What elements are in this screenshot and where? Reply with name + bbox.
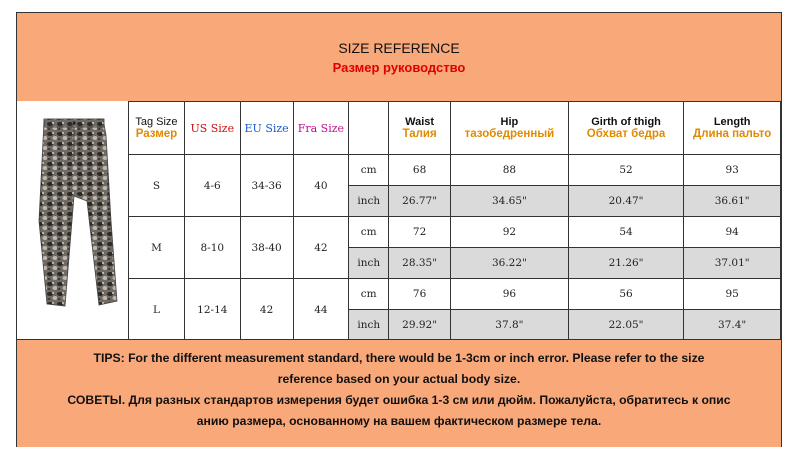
col-hip: Hip тазобедренный [451,102,569,155]
hip-cell: 37.8" [451,310,569,341]
table-row [129,217,781,248]
tag-size-cell: S [129,155,185,217]
unit-cell: cm [349,279,389,310]
eu-size-cell: 38-40 [240,217,293,279]
unit-cell: inch [349,186,389,217]
unit-cell: inch [349,248,389,279]
fra-size-cell: 44 [293,279,349,341]
hip-cell: 34.65" [451,186,569,217]
table-row [129,279,781,310]
size-table [128,101,781,341]
col-unit [349,102,389,155]
tips-en-line2: reference based on your actual body size. [277,372,521,386]
waist-cell: 76 [389,279,451,310]
fra-size-cell: 42 [293,217,349,279]
tag-size-cell: L [129,279,185,341]
col-us-size: US Size [184,102,240,155]
hip-cell: 36.22" [451,248,569,279]
length-cell: 36.61" [684,186,781,217]
length-cell: 95 [684,279,781,310]
table-header-row [129,102,781,155]
unit-cell: inch [349,310,389,341]
size-chart [16,12,782,447]
waist-cell: 68 [389,155,451,186]
header-banner [17,13,781,102]
us-size-cell: 8-10 [184,217,240,279]
waist-cell: 72 [389,217,451,248]
product-photo [17,101,129,339]
length-cell: 94 [684,217,781,248]
thigh-cell: 22.05" [568,310,684,341]
thigh-cell: 52 [568,155,684,186]
waist-cell: 26.77" [389,186,451,217]
hip-cell: 92 [451,217,569,248]
page-subtitle: Размер руководство [332,60,466,75]
hip-cell: 88 [451,155,569,186]
tips-panel [17,339,781,447]
thigh-cell: 21.26" [568,248,684,279]
snake-print-pants-image [17,101,128,339]
hip-cell: 96 [451,279,569,310]
waist-cell: 28.35" [389,248,451,279]
table-row [129,155,781,186]
tag-size-cell: M [129,217,185,279]
tips-en-line1: TIPS: For the different measurement standard, there would be 1-3cm or inch error. Please refer to the size [93,351,705,365]
waist-cell: 29.92" [389,310,451,341]
length-cell: 37.01" [684,248,781,279]
thigh-cell: 56 [568,279,684,310]
thigh-cell: 20.47" [568,186,684,217]
thigh-cell: 54 [568,217,684,248]
us-size-cell: 4-6 [184,155,240,217]
col-tag-size: Tag Size Размер [129,102,185,155]
tips-ru-line2: анию размера, основанному на вашем фактическом размере тела. [196,414,602,428]
page-title: SIZE REFERENCE [338,40,460,56]
tips-ru-line1: СОВЕТЫ. Для разных стандартов измерения будет ошибка 1-3 см или дюйм. Пожалуйста, обратитесь к опис [67,393,731,407]
col-length: Length Длина пальто [684,102,781,155]
unit-cell: cm [349,217,389,248]
unit-cell: cm [349,155,389,186]
eu-size-cell: 42 [240,279,293,341]
col-waist: Waist Талия [389,102,451,155]
col-thigh: Girth of thigh Обхват бедра [568,102,684,155]
us-size-cell: 12-14 [184,279,240,341]
length-cell: 93 [684,155,781,186]
col-eu-size: EU Size [240,102,293,155]
eu-size-cell: 34-36 [240,155,293,217]
fra-size-cell: 40 [293,155,349,217]
length-cell: 37.4" [684,310,781,341]
col-fra-size: Fra Size [293,102,349,155]
